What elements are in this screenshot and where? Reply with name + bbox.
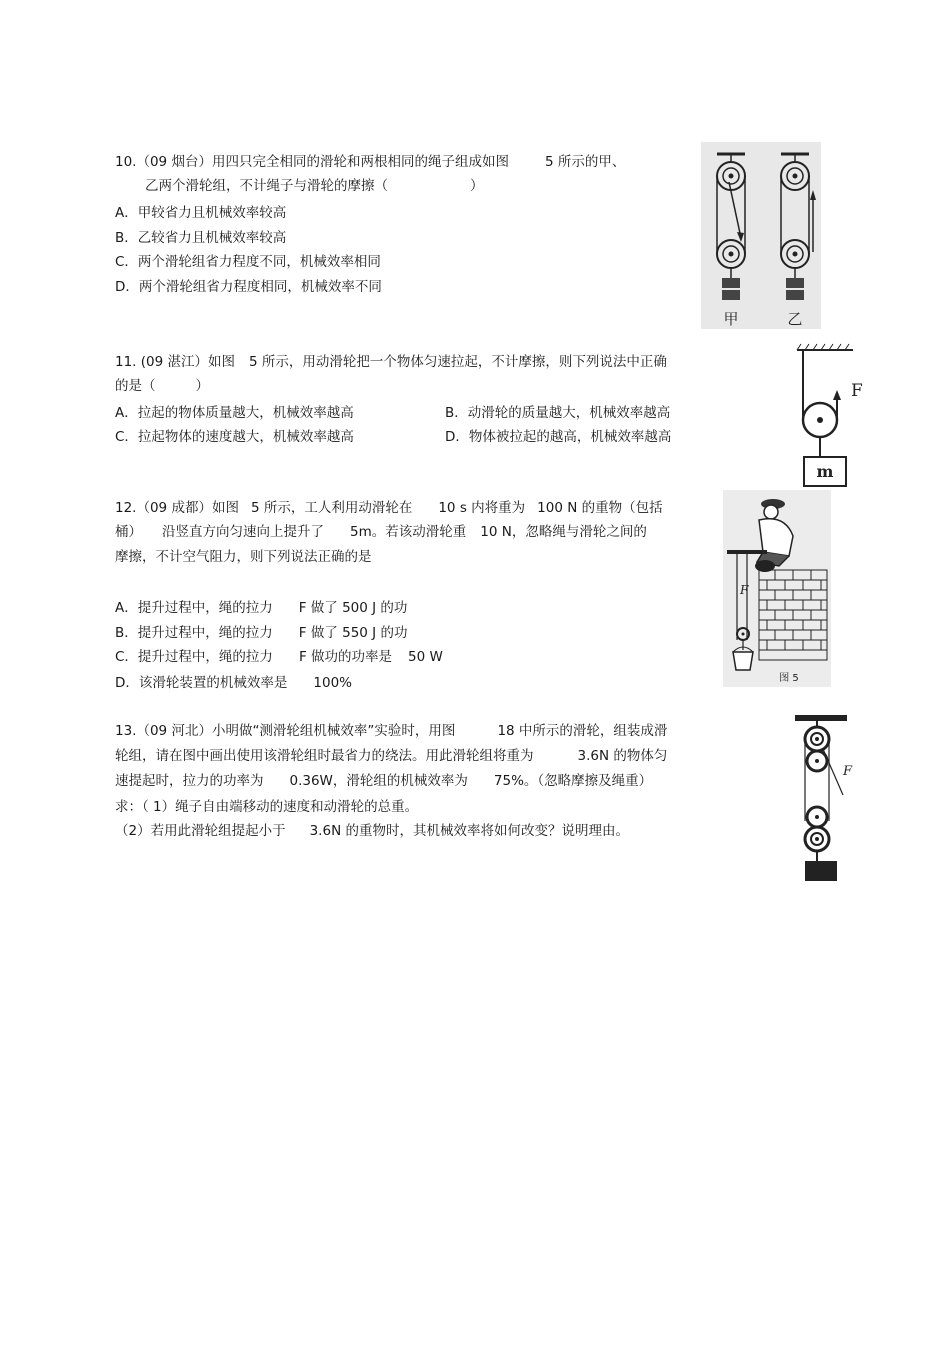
q10-stem-part: 10.（09 烟台）用四只完全相同的滑轮和两根相同的绳子组成如图 — [115, 154, 509, 170]
q12-option-part: C．提升过程中，绳的拉力 — [115, 649, 273, 665]
q12-option-part: A．提升过程中，绳的拉力 — [115, 600, 273, 616]
q11-option-b: B．动滑轮的质量越大，机械效率越高 — [445, 405, 671, 421]
q11-stem-part: 的是（ — [115, 378, 156, 394]
label-force-f: F — [851, 381, 863, 401]
q13-stem-part: 速提起时，拉力的功率为 — [115, 773, 264, 789]
q10-option-a: A．甲较省力且机械效率较高 — [115, 205, 287, 221]
label-mass-m: m — [816, 462, 834, 481]
q12-stem-part: 12.（09 成都）如图 — [115, 500, 239, 516]
label-force-f: F — [740, 583, 749, 597]
q12-option-part: F 做了 500 J 的功 — [298, 600, 408, 616]
q12-worker-figure — [723, 490, 831, 687]
q13-stem-part: 18 中所示的滑轮，组装成滑 — [497, 723, 668, 739]
q10-option-b: B．乙较省力且机械效率较高 — [115, 230, 287, 246]
q12-option-part: B．提升过程中，绳的拉力 — [115, 625, 273, 641]
label-jia: 甲 — [723, 310, 739, 328]
q10-option-d: D．两个滑轮组省力程度相同，机械效率不同 — [115, 279, 382, 295]
q11-option-d: D．物体被拉起的越高，机械效率越高 — [445, 429, 672, 445]
q12-stem-part: 桶） — [115, 524, 142, 540]
q10-stem-part: 乙两个滑轮组，不计绳子与滑轮的摩擦（ — [145, 178, 388, 194]
q12-option-b — [115, 621, 407, 641]
q12-option-part: D．该滑轮装置的机械效率是 — [115, 675, 288, 691]
q12-option-d — [115, 671, 352, 691]
q12-option-c — [115, 645, 443, 665]
q13-stem-part: 13.（09 河北）小明做“测滑轮组机械效率”实验时，用图 — [115, 723, 456, 739]
q10-stem-line1 — [115, 150, 625, 170]
q12-stem-part: 10 N，忽略绳与滑轮之间的 — [480, 524, 647, 540]
q12-option-part: 100% — [313, 675, 353, 691]
q10-stem-part: ） — [470, 178, 484, 194]
q10-pulley-figure — [701, 142, 821, 329]
q12-option-part: F 做了 550 J 的功 — [298, 625, 408, 641]
q12-stem-line2 — [115, 520, 647, 540]
q13-stem-part: 3.6N 的重物时，其机械效率将如何改变？说明理由。 — [309, 823, 629, 839]
q12-stem-part: 沿竖直方向匀速向上提升了 — [162, 524, 324, 540]
q12-stem-part: 10 s 内将重为 — [438, 500, 526, 516]
q11-stem-line1 — [115, 350, 667, 370]
q12-stem-line3: 摩擦，不计空气阻力，则下列说法正确的是 — [115, 549, 372, 565]
q11-stem-part: 5 所示，用动滑轮把一个物体匀速拉起，不计摩擦，则下列说法中正确 — [249, 354, 667, 370]
q11-option-a: A．拉起的物体质量越大，机械效率越高 — [115, 405, 354, 421]
q13-stem-line4: 求：（ 1）绳子自由端移动的速度和动滑轮的总重。 — [115, 799, 419, 815]
label-force-f: F — [843, 764, 853, 779]
q11-pulley-figure — [793, 340, 871, 490]
figure-caption: 图 5 — [779, 673, 799, 684]
q11-stem-part: 11. (09 湛江）如图 — [115, 354, 235, 370]
label-yi: 乙 — [787, 310, 803, 328]
q13-stem-part: 75%。（忽略摩擦及绳重） — [493, 773, 653, 789]
q13-stem-line1 — [115, 719, 667, 739]
q10-option-c: C．两个滑轮组省力程度不同，机械效率相同 — [115, 254, 381, 270]
q13-stem-line3 — [115, 769, 652, 789]
q12-stem-part: 5 所示，工人利用动滑轮在 — [250, 500, 413, 516]
q11-stem-part: ） — [195, 378, 209, 394]
q10-stem-line2 — [145, 174, 484, 194]
q11-stem-line2 — [115, 374, 209, 394]
q12-stem-part: 5m。若该动滑轮重 — [350, 524, 467, 540]
q12-option-part: 50 W — [408, 649, 443, 665]
q11-option-c: C．拉起物体的速度越大，机械效率越高 — [115, 429, 354, 445]
q12-stem-line1 — [115, 496, 663, 516]
q13-stem-part: 0.36W，滑轮组的机械效率为 — [289, 773, 468, 789]
q13-stem-line5 — [115, 819, 629, 839]
q13-stem-part: 轮组，请在图中画出使用该滑轮组时最省力的绕法。用此滑轮组将重为 — [115, 748, 534, 764]
q13-stem-part: 3.6N 的物体匀 — [577, 748, 668, 764]
q13-stem-part: （2）若用此滑轮组提起小于 — [115, 823, 286, 839]
q12-stem-part: 100 N 的重物（包括 — [537, 500, 663, 516]
q12-option-part: F 做功的功率是 — [298, 649, 392, 665]
q13-stem-line2 — [115, 744, 667, 764]
q10-stem-part: 5 所示的甲、 — [544, 154, 626, 170]
q13-pulley-figure — [793, 713, 853, 885]
q12-option-a — [115, 596, 407, 616]
